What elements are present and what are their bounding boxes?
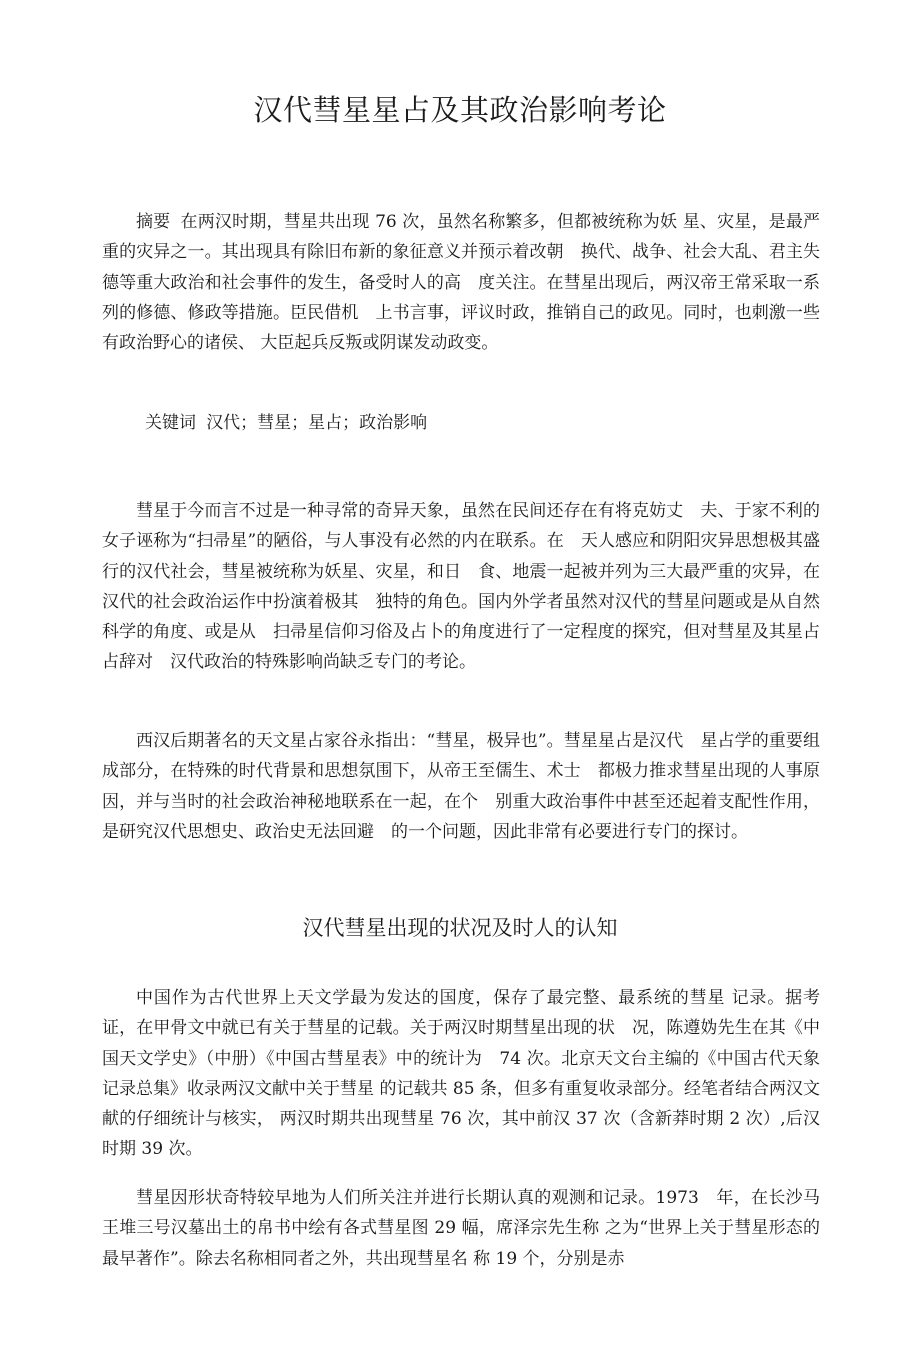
section-paragraph-1: 中国作为古代世界上天文学最为发达的国度，保存了最完整、最系统的彗星 记录。据考证，在甲骨文中就已有关于彗星的记载。关于两汉时期彗星出现的状 况，陈遵妫先生在其《中国天文学史》（中册）《中国古彗星表》中的统计为 74 次。北京天文台主编的《中国古代天象记录总集》收录两汉文献中关于彗星 的记载共 85 条，但多有重复收录部分。经笔者结合两汉文献的仔细统计与核实， 两汉时期共出现彗星 76 次，其中前汉 37 次（含新莽时期 2 次）,后汉时期 39 次。 [102, 988, 820, 1160]
keywords-text: 汉代；彗星；星占；政治影响 [206, 413, 428, 433]
abstract-label: 摘要 [136, 212, 171, 232]
intro-paragraph-2: 西汉后期著名的天文星占家谷永指出：“彗星，极异也”。彗星星占是汉代 星占学的重要组成部分，在特殊的时代背景和思想氛围下，从帝王至儒生、术士 都极力推求彗星出现的人事原因，并与当时的社会政治神秘地联系在一起，在个 别重大政治事件中甚至还起着支配性作用，是研究汉代思想史、政治史无法回避 的一个问题，因此非常有必要进行专门的探讨。 [102, 731, 820, 842]
abstract-paragraph [102, 207, 820, 358]
document-title: 汉代彗星星占及其政治影响考论 [253, 93, 667, 127]
abstract-text: 在两汉时期，彗星共出现 76 次，虽然名称繁多，但都被统称为妖 星、灾星，是最严重的灾异之一。其出现具有除旧布新的象征意义并预示着改朝 换代、战争、社会大乱、君主失德等重大政治和社会事件的发生，备受时人的高 度关注。在彗星出现后，两汉帝王常采取一系列的修德、修政等措施。臣民借机 上书言事，评议时政，推销自己的政见。同时，也刺激一些有政治野心的诸侯、 大臣起兵反叛或阴谋发动政变。 [102, 212, 820, 354]
intro-paragraph-1: 彗星于今而言不过是一种寻常的奇异天象，虽然在民间还存在有将克妨丈 夫、于家不利的女子诬称为“扫帚星”的陋俗，与人事没有必然的内在联系。在 天人感应和阴阳灾异思想极其盛行的汉代社会，彗星被统称为妖星、灾星，和日 食、地震一起被并列为三大最严重的灾异，在汉代的社会政治运作中扮演着极其 独特的角色。国内外学者虽然对汉代的彗星问题或是从自然科学的角度、或是从 扫帚星信仰习俗及占卜的角度进行了一定程度的探究，但对彗星及其星占占辞对 汉代政治的特殊影响尚缺乏专门的考论。 [102, 501, 820, 673]
keywords-line [145, 410, 427, 436]
section-paragraph-2: 彗星因形状奇特较早地为人们所关注并进行长期认真的观测和记录。1973 年，在长沙马王堆三号汉墓出土的帛书中绘有各式彗星图 29 幅，席泽宗先生称 之为“世界上关于彗星形态的最早著作”。除去名称相同者之外，共出现彗星名 称 19 个，分别是赤 [102, 1188, 820, 1269]
section-title: 汉代彗星出现的状况及时人的认知 [302, 916, 618, 940]
keywords-label: 关键词 [145, 413, 196, 433]
